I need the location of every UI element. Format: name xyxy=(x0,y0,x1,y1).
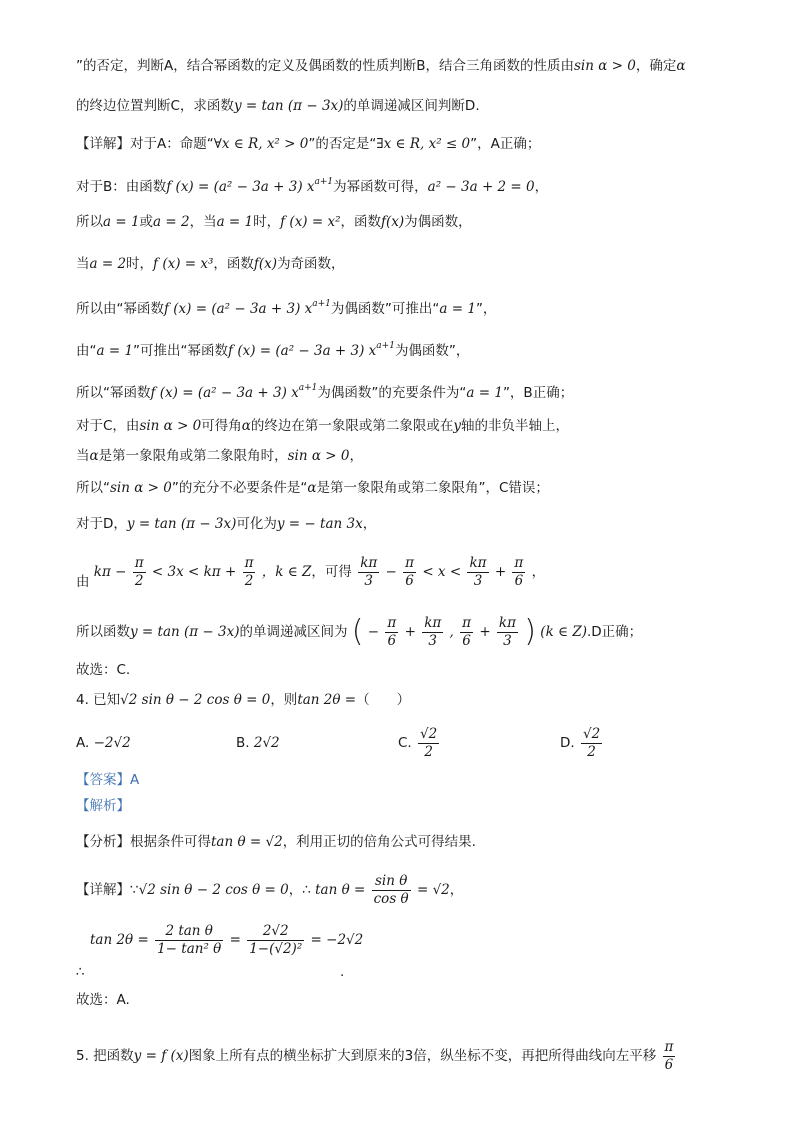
option-label: A. xyxy=(76,735,90,751)
math: f (x) = x³ xyxy=(153,256,214,272)
math: a² − 3a + 2 = 0 xyxy=(427,179,535,195)
math: f (x) = (a² − 3a + 3) x xyxy=(166,179,315,195)
option-c xyxy=(398,722,441,764)
math: − xyxy=(367,624,380,640)
text: 所以函数 xyxy=(76,624,130,640)
fraction xyxy=(133,555,146,590)
text: 对于D， xyxy=(76,516,127,532)
fraction-denominator: 2 xyxy=(424,743,433,760)
fraction xyxy=(512,555,525,590)
math: √2 sin θ − 2 cos θ = 0 xyxy=(120,692,271,708)
math: , xyxy=(449,624,454,640)
fraction xyxy=(372,873,411,908)
text: ， xyxy=(362,516,377,532)
text: ，函数 xyxy=(213,256,254,272)
fraction-denominator: 3 xyxy=(503,632,512,649)
text: 轴的非负半轴上， xyxy=(461,418,570,434)
math: = xyxy=(229,932,241,948)
text: 可得角 xyxy=(201,418,242,434)
text: 是第一象限角或第二象限角时， xyxy=(98,448,288,464)
math: a = 1 xyxy=(439,301,476,317)
text-line-16: 故选：C. xyxy=(76,662,131,678)
math: α xyxy=(241,418,251,434)
text: 当 xyxy=(76,448,90,464)
math: + xyxy=(479,624,491,640)
fraction-numerator: π xyxy=(514,554,524,571)
text-line-15 xyxy=(76,610,754,654)
fraction-denominator: 3 xyxy=(428,632,438,649)
math: = −2√2 xyxy=(310,932,364,948)
text: 所以“幂函数 xyxy=(76,385,151,401)
math: − xyxy=(385,564,397,580)
fraction-denominator: 3 xyxy=(473,572,483,589)
fraction-numerator: π xyxy=(387,614,397,631)
fraction-numerator: π xyxy=(405,554,415,571)
math: a = 1 xyxy=(466,385,503,401)
fraction-numerator: √2 xyxy=(420,725,438,742)
fraction xyxy=(418,726,439,761)
text: 由“ xyxy=(76,343,97,359)
fraction-denominator: 6 xyxy=(405,572,414,589)
text: 为偶函数”， xyxy=(394,343,470,359)
math: ∀x ∈ R, x² > 0 xyxy=(213,136,309,152)
text: 为奇函数， xyxy=(277,256,345,272)
math: ∃x ∈ R, x² ≤ 0 xyxy=(376,136,471,152)
math: tan 2θ = xyxy=(90,932,149,948)
text: 所以“ xyxy=(76,480,110,496)
fraction xyxy=(422,615,443,650)
math: sin α > 0 xyxy=(287,448,350,464)
text: 可化为 xyxy=(236,516,277,532)
option-label: C. xyxy=(398,735,412,751)
fraction-numerator: π xyxy=(664,1038,674,1055)
math-superscript: a+1 xyxy=(314,177,334,187)
fraction-denominator: 6 xyxy=(514,572,524,589)
text: 的单调递减区间判断D. xyxy=(343,98,480,114)
text-line-2 xyxy=(76,96,754,116)
answer-label: 【答案】A xyxy=(76,772,140,788)
math: sin α > 0 xyxy=(110,480,172,496)
option-a xyxy=(76,722,131,764)
text: 为偶函数， xyxy=(404,214,472,230)
text: 为偶函数”的充要条件为“ xyxy=(317,385,467,401)
text: （ ） xyxy=(356,692,411,708)
math: α xyxy=(676,58,686,74)
math: = √2 xyxy=(416,882,450,898)
analysis-text xyxy=(76,832,754,852)
text: 是第一象限角或第二象限角”，C错误； xyxy=(316,480,549,496)
fraction xyxy=(247,923,304,958)
text: ，利用正切的倍角公式可得结果. xyxy=(282,834,476,850)
text: 4. 已知 xyxy=(76,692,121,708)
fraction-denominator: 6 xyxy=(462,632,471,649)
math: α xyxy=(307,480,317,496)
detail-line-2 xyxy=(90,918,754,962)
math: a = 2 xyxy=(153,214,190,230)
fraction-numerator: 2 tan θ xyxy=(155,923,223,941)
fraction xyxy=(403,555,416,590)
text: ， xyxy=(534,179,549,195)
text-line-12 xyxy=(76,478,754,498)
fraction-denominator: 2 xyxy=(134,572,144,589)
fraction-numerator: kπ xyxy=(498,614,516,631)
math: + xyxy=(494,564,507,580)
text-line-10 xyxy=(76,416,754,436)
math: y = tan (π − 3x) xyxy=(126,516,237,532)
text-line-11 xyxy=(76,446,754,466)
fraction-numerator: kπ xyxy=(360,554,378,571)
math: f (x) = (a² − 3a + 3) x xyxy=(150,385,299,401)
math: f (x) = x² xyxy=(280,214,341,230)
math: y = f (x) xyxy=(133,1048,189,1064)
text-line-7 xyxy=(76,294,754,319)
text: 所以由“幂函数 xyxy=(76,301,164,317)
text: ”，B正确； xyxy=(502,385,574,401)
text: 【分析】根据条件可得 xyxy=(76,834,211,850)
text-line-5 xyxy=(76,212,754,232)
option-label: B. xyxy=(236,735,250,751)
fraction-numerator: sin θ xyxy=(372,873,411,891)
text: ，当 xyxy=(189,214,217,230)
math: y = tan (π − 3x) xyxy=(233,98,344,114)
text: 或 xyxy=(139,214,154,230)
math: tan θ = xyxy=(315,882,366,898)
fraction-denominator: cos θ xyxy=(373,890,409,907)
fraction-denominator: 6 xyxy=(664,1056,674,1073)
text: 由 xyxy=(76,574,90,590)
math-superscript: a+1 xyxy=(376,341,395,351)
fraction xyxy=(155,923,223,958)
text-line-8 xyxy=(76,336,754,361)
text: 时， xyxy=(253,214,281,230)
text-line-13 xyxy=(76,514,754,534)
math: a = 2 xyxy=(89,256,127,272)
fraction-denominator: 2 xyxy=(587,743,596,760)
text: ”的否定是“ xyxy=(308,136,377,152)
text-line-6 xyxy=(76,254,754,274)
fraction-denominator: 1− tan² θ xyxy=(157,940,222,957)
analysis-label: 【解析】 xyxy=(76,798,130,814)
text: ，可得 xyxy=(311,564,352,580)
text-line-9 xyxy=(76,378,754,403)
math: f(x) xyxy=(253,256,278,272)
math: + xyxy=(404,624,416,640)
math: f(x) xyxy=(381,214,405,230)
math: sin α > 0 xyxy=(574,58,636,74)
math: f (x) = (a² − 3a + 3) x xyxy=(228,343,377,359)
text: .D正确； xyxy=(586,624,643,640)
text: 所以 xyxy=(76,214,103,230)
text: ”的充分不必要条件是“ xyxy=(171,480,308,496)
math: tan 2θ = xyxy=(297,692,357,708)
fraction-numerator: π xyxy=(134,554,144,571)
fraction xyxy=(467,555,488,590)
option-d xyxy=(560,722,604,764)
fraction xyxy=(243,555,256,590)
math: < x < xyxy=(422,564,462,580)
text: 为幂函数可得， xyxy=(333,179,428,195)
math: 2√2 xyxy=(253,735,280,751)
detail-line-1 xyxy=(76,868,754,912)
fraction-numerator: π xyxy=(462,614,472,631)
text: 图象上所有点的横坐标扩大到原来的3倍，纵坐标不变，再把所得曲线向左平移 xyxy=(188,1048,657,1064)
fraction xyxy=(663,1039,676,1074)
text: 的单调递减区间为 xyxy=(239,624,348,640)
text: ”，A正确； xyxy=(470,136,541,152)
text: ”， xyxy=(475,301,497,317)
math: kπ − xyxy=(93,564,127,580)
math: a = 1 xyxy=(96,343,134,359)
text: ”的否定，判断A，结合幂函数的定义及偶函数的性质判断B，结合三角函数的性质由 xyxy=(76,58,574,74)
math: < 3x < kπ + xyxy=(151,564,237,580)
text: ， xyxy=(531,564,546,580)
fraction-numerator: 2√2 xyxy=(247,923,304,941)
math: √2 sin θ − 2 cos θ = 0 xyxy=(138,882,289,898)
math: y xyxy=(453,418,462,434)
right-paren: ) xyxy=(524,614,536,649)
fraction-numerator: π xyxy=(244,554,254,571)
math: (k ∈ Z) xyxy=(540,624,587,640)
fraction xyxy=(358,555,379,590)
text: 时， xyxy=(126,256,154,272)
option-b xyxy=(236,722,280,764)
text: 对于B：由函数 xyxy=(76,179,167,195)
text: ， xyxy=(349,448,363,464)
text: ，则 xyxy=(270,692,298,708)
text: ，∴ xyxy=(288,882,311,898)
math: y = tan (π − 3x) xyxy=(130,624,240,640)
fraction-numerator: kπ xyxy=(424,614,442,631)
math: sin α > 0 xyxy=(139,418,202,434)
text-line-1 xyxy=(76,56,754,76)
text: ， xyxy=(449,882,464,898)
fraction-denominator: 1−(√2)² xyxy=(249,940,303,957)
select-answer: 故选：A. xyxy=(76,992,130,1008)
question-4 xyxy=(76,690,754,710)
fraction xyxy=(581,726,602,761)
text: 当 xyxy=(76,256,90,272)
option-label: D. xyxy=(560,735,575,751)
math: α xyxy=(89,448,99,464)
math: a = 1 xyxy=(103,214,140,230)
fraction-denominator: 2 xyxy=(244,572,254,589)
therefore-symbol: ∴ xyxy=(76,964,85,980)
math: f (x) = (a² − 3a + 3) x xyxy=(164,301,313,317)
text: ，确定 xyxy=(635,58,677,74)
text: 为偶函数”可推出“ xyxy=(330,301,440,317)
fraction xyxy=(497,615,518,650)
fraction-numerator: √2 xyxy=(582,725,601,742)
left-paren: ( xyxy=(351,614,364,649)
fraction xyxy=(385,615,398,650)
text-line-3 xyxy=(76,134,754,154)
math-superscript: a+1 xyxy=(312,299,331,309)
text-line-4 xyxy=(76,172,754,197)
fraction-numerator: kπ xyxy=(469,554,487,571)
text: ”可推出“幂函数 xyxy=(133,343,229,359)
period-mark: . xyxy=(340,964,345,980)
text: 5. 把函数 xyxy=(76,1048,134,1064)
question-5 xyxy=(76,1034,754,1078)
text-line-14 xyxy=(76,552,754,602)
fraction-denominator: 6 xyxy=(387,632,397,649)
text: 的终边位置判断C，求函数 xyxy=(76,98,234,114)
fraction xyxy=(460,615,473,650)
text: 【详解】对于A：命题“ xyxy=(76,136,214,152)
text: 的终边在第一象限或第二象限或在 xyxy=(250,418,454,434)
math: a = 1 xyxy=(216,214,254,230)
math: −2√2 xyxy=(93,735,131,751)
math: ，k ∈ Z xyxy=(261,564,312,580)
text: 对于C，由 xyxy=(76,418,140,434)
text: 【详解】∵ xyxy=(76,882,139,898)
text: ，函数 xyxy=(340,214,381,230)
fraction-denominator: 3 xyxy=(364,572,374,589)
math: tan θ = √2 xyxy=(211,834,283,850)
math: y = − tan 3x xyxy=(276,516,363,532)
math-superscript: a+1 xyxy=(298,383,318,393)
